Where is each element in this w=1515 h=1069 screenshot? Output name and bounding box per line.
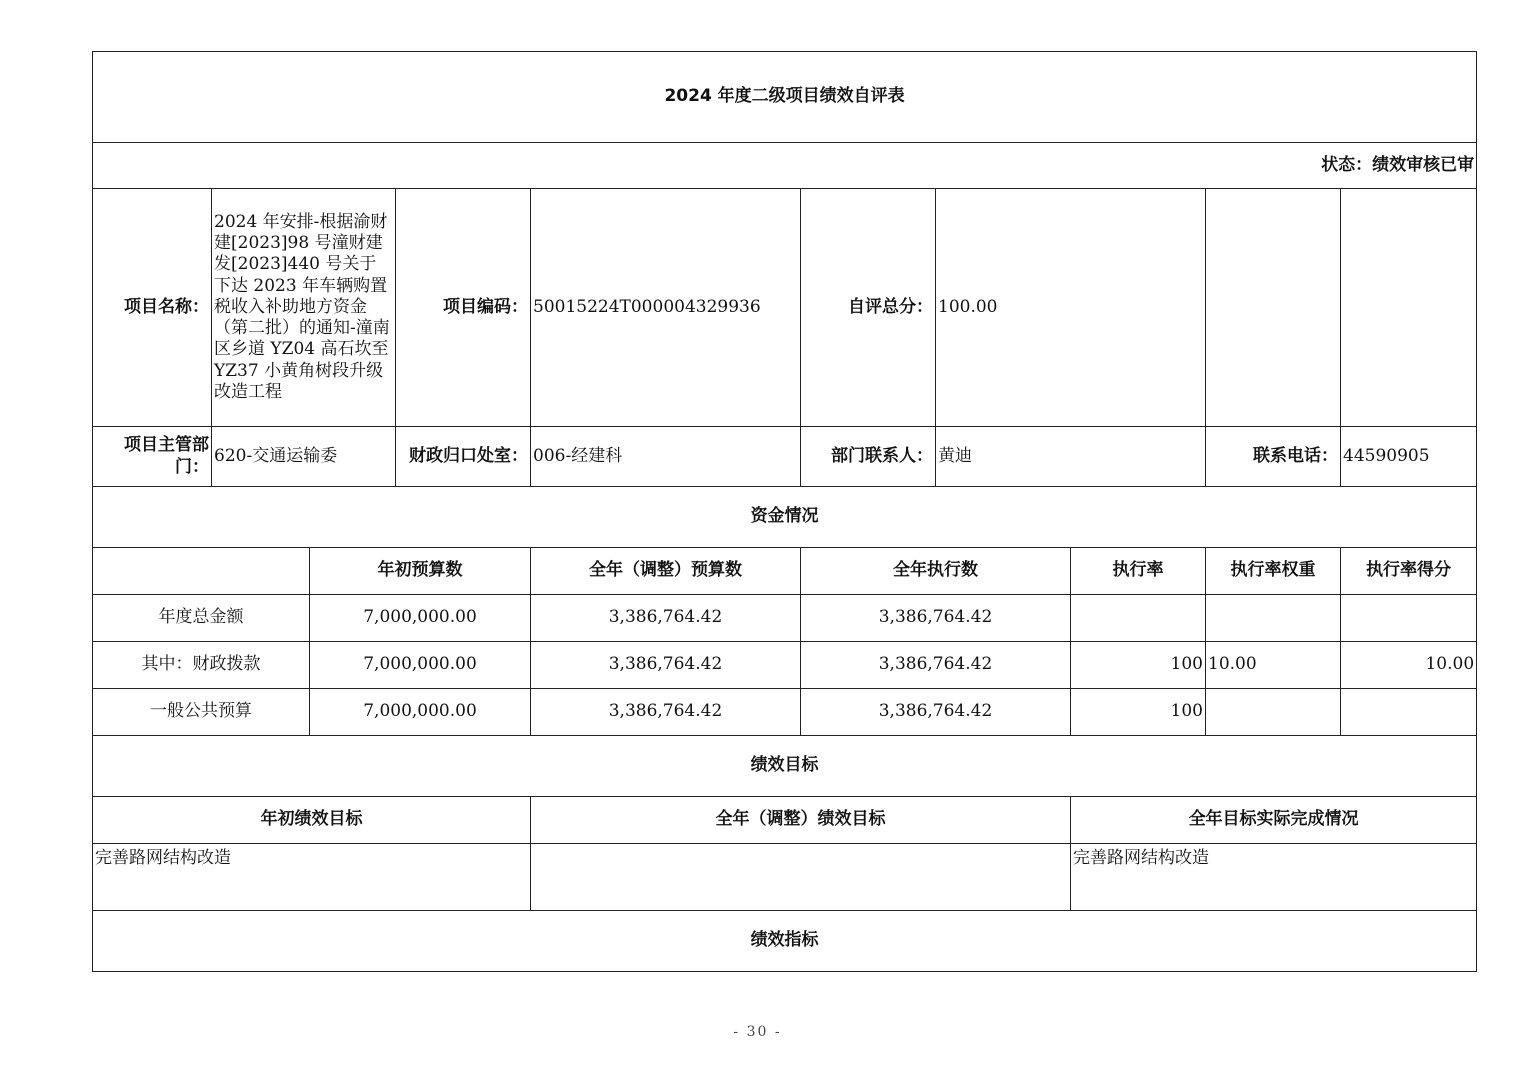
row-weight: 10.00 (1206, 642, 1341, 689)
row-initial: 7,000,000.00 (310, 642, 531, 689)
self-evaluation-form (92, 51, 1476, 972)
table-row (93, 689, 1477, 736)
status-text: 状态：绩效审核已审 (93, 143, 1477, 189)
finance-label: 财政归口处室： (396, 427, 531, 487)
funds-section-title: 资金情况 (93, 487, 1477, 548)
row-initial: 7,000,000.00 (310, 595, 531, 642)
table-row (93, 595, 1477, 642)
funds-header-rate: 执行率 (1071, 548, 1206, 595)
row-rate: 100 (1071, 642, 1206, 689)
row-score: 10.00 (1341, 642, 1477, 689)
goals-actual-value: 完善路网结构改造 (1071, 844, 1477, 911)
project-name-label: 项目名称： (93, 189, 212, 427)
row-label: 一般公共预算 (93, 689, 310, 736)
phone-value: 44590905 (1341, 427, 1477, 487)
funds-header-score: 执行率得分 (1341, 548, 1477, 595)
row-score (1341, 595, 1477, 642)
row-weight (1206, 689, 1341, 736)
row-label: 其中：财政拨款 (93, 642, 310, 689)
row-adjusted: 3,386,764.42 (531, 642, 801, 689)
row-executed: 3,386,764.42 (801, 595, 1071, 642)
table-row (93, 642, 1477, 689)
goals-adjusted-value (531, 844, 1071, 911)
indicators-section-title: 绩效指标 (93, 911, 1477, 972)
page-number: - 30 - (733, 1024, 782, 1040)
contact-label: 部门联系人： (801, 427, 936, 487)
goals-section-title: 绩效目标 (93, 736, 1477, 797)
dept-label: 项目主管部门： (93, 427, 212, 487)
project-name-value: 2024 年安排-根据渝财建[2023]98 号潼财建发[2023]440 号关于下达 2023 年车辆购置税收入补助地方资金（第二批）的通知-潼南区乡道 YZ04 高石坎至 YZ37 小黄角树段升级改造工程 (212, 189, 396, 427)
goals-header-initial: 年初绩效目标 (93, 797, 531, 844)
row-score (1341, 689, 1477, 736)
funds-header-initial: 年初预算数 (310, 548, 531, 595)
row-weight (1206, 595, 1341, 642)
contact-value: 黄迪 (936, 427, 1206, 487)
finance-value: 006-经建科 (531, 427, 801, 487)
goals-initial-value: 完善路网结构改造 (93, 844, 531, 911)
dept-value: 620-交通运输委 (212, 427, 396, 487)
empty-cell (1341, 189, 1477, 427)
goals-header-adjusted: 全年（调整）绩效目标 (531, 797, 1071, 844)
row-rate: 100 (1071, 689, 1206, 736)
row-adjusted: 3,386,764.42 (531, 595, 801, 642)
project-code-label: 项目编码： (396, 189, 531, 427)
funds-header-adjusted: 全年（调整）预算数 (531, 548, 801, 595)
score-label: 自评总分： (801, 189, 936, 427)
row-adjusted: 3,386,764.42 (531, 689, 801, 736)
funds-header-weight: 执行率权重 (1206, 548, 1341, 595)
funds-header-executed: 全年执行数 (801, 548, 1071, 595)
project-code-value: 50015224T000004329936 (531, 189, 801, 427)
row-rate (1071, 595, 1206, 642)
row-executed: 3,386,764.42 (801, 689, 1071, 736)
empty-cell (1206, 189, 1341, 427)
form-table (92, 51, 1477, 972)
goals-header-actual: 全年目标实际完成情况 (1071, 797, 1477, 844)
score-value: 100.00 (936, 189, 1206, 427)
row-label: 年度总金额 (93, 595, 310, 642)
row-executed: 3,386,764.42 (801, 642, 1071, 689)
row-initial: 7,000,000.00 (310, 689, 531, 736)
form-title: 2024 年度二级项目绩效自评表 (93, 52, 1477, 143)
funds-header-blank (93, 548, 310, 595)
phone-label: 联系电话： (1206, 427, 1341, 487)
